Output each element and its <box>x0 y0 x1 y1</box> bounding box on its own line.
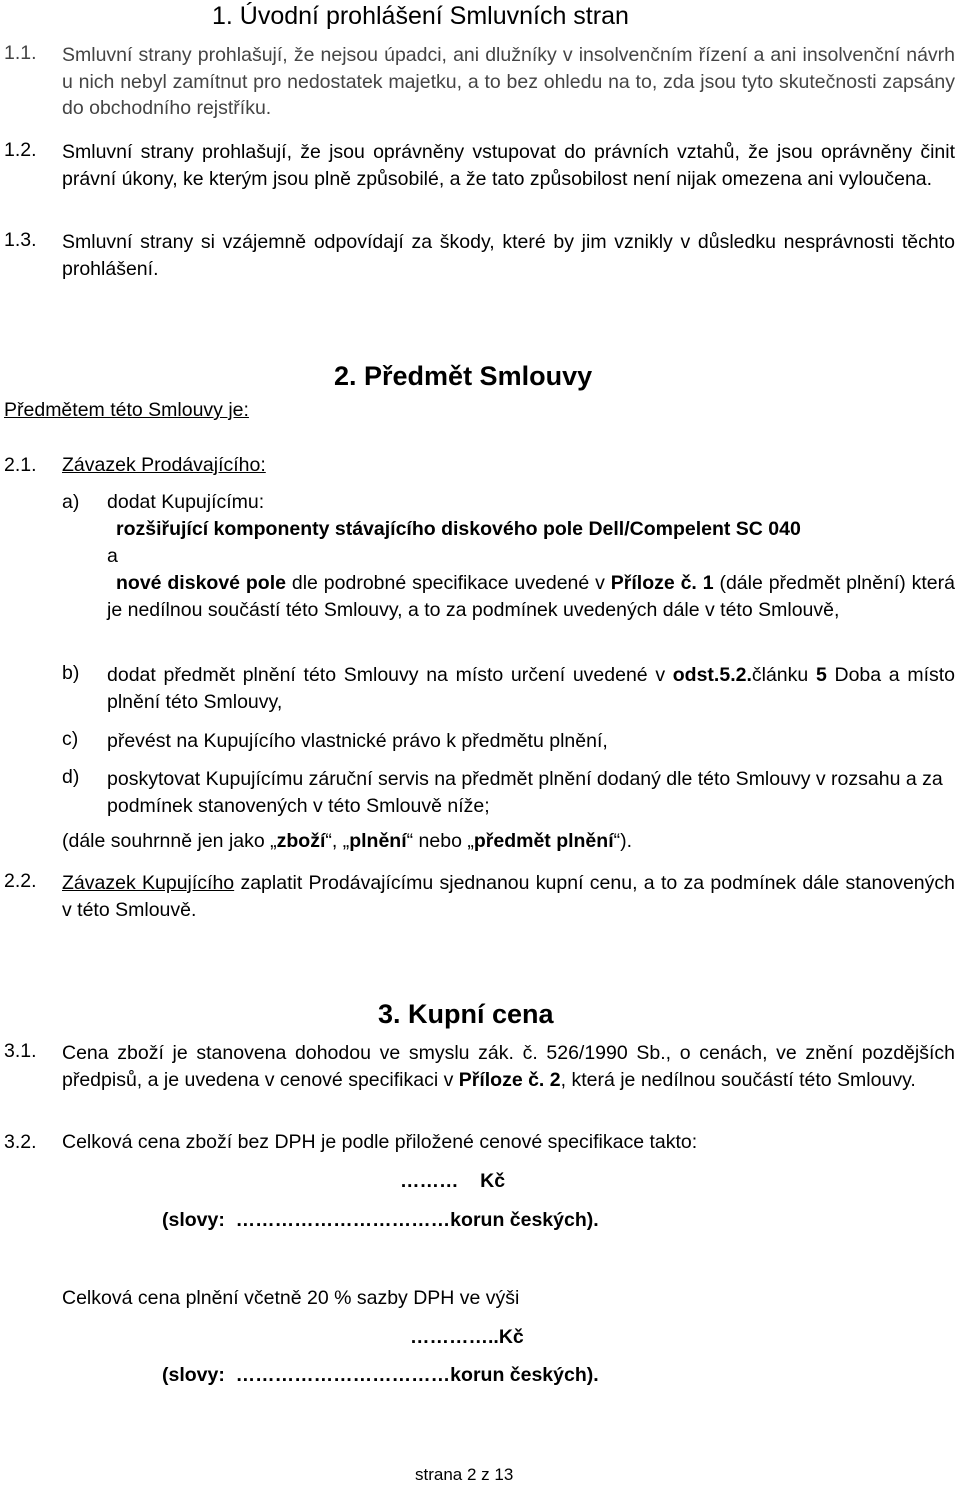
list-letter: a) <box>62 491 80 513</box>
clause-number: 3.2. <box>4 1131 37 1153</box>
section-1-title: 1. Úvodní prohlášení Smluvních stran <box>212 2 629 30</box>
text-span: dle podrobné specifikace uvedené v <box>286 572 611 594</box>
list-letter: c) <box>62 728 79 750</box>
list-item-text: převést na Kupujícího vlastnické právo k předmětu plnění, <box>107 730 608 752</box>
text-span: zaplatit Prodávajícímu sjednanou kupní cenu, a to za podmínek dále stanovených v této Smlouvě. <box>62 872 955 921</box>
vat-price-text: Celková cena plnění včetně 20 % sazby DPH ve výši <box>62 1287 520 1309</box>
attachment-ref: Příloze č. 1 <box>610 572 714 594</box>
clause-number: 1.3. <box>4 229 37 251</box>
text-span: “, „ <box>325 830 350 852</box>
section-2-title: 2. Předmět Smlouvy <box>334 361 593 391</box>
term: zboží <box>276 830 326 852</box>
page-number: strana 2 z 13 <box>415 1465 514 1484</box>
clause-text: Smluvní strany prohlašují, že jsou oprávněny vstupovat do právních vztahů, že jsou oprávněny činit právní úkony, ke kterým jsou plně způsobilé, a že tato způsobilost není nijak omezena ani vyloučena. <box>62 141 955 190</box>
attachment-ref: Příloze č. 2 <box>458 1068 561 1091</box>
clause-text <box>62 1040 955 1093</box>
clause-text: Smluvní strany si vzájemně odpovídají za škody, které by jim vznikly v důsledku nesprávnosti těchto prohlášení. <box>62 231 955 280</box>
text-span: Doba a místo plnění této Smlouvy, <box>107 664 955 713</box>
article-ref: 5 <box>815 664 827 686</box>
text-span: „ <box>270 830 277 852</box>
list-item-text: dodat Kupujícímu: <box>107 491 265 513</box>
clause-number: 2.1. <box>4 454 37 476</box>
text-span: Cena zboží je stanovena dohodou ve smyslu zák. č. 526/1990 Sb., o cenách, ve znění pozdějších předpisů, a je uvedena v cenové specifikaci v <box>62 1042 955 1091</box>
clause-text: Celková cena zboží bez DPH je podle přiložené cenové specifikace takto: <box>62 1131 698 1153</box>
new-array-description <box>107 570 955 623</box>
term: plnění <box>349 830 407 852</box>
text-span: (dále souhrnně jen jako <box>62 830 271 852</box>
text-span: “). <box>613 830 633 852</box>
subject-intro: Předmětem této Smlouvy je: <box>4 399 249 421</box>
clause-number: 1.2. <box>4 139 37 161</box>
text-span: dodat předmět plnění této Smlouvy na místo určení uvedené v <box>107 664 673 686</box>
seller-obligation-label: Závazek Prodávajícího: <box>62 454 266 476</box>
clause-text: Smluvní strany prohlašují, že nejsou úpadci, ani dlužníky v insolvenčním řízení a ani insolvenční návrh u nich nebyl zamítnut pro nedostatek majetku, a to bez ohledu na to, zda jsou tyto skutečnosti zapsány do obchodního rejstříku. <box>62 44 955 119</box>
text-span: (dále předmět plnění) která je nedílnou součástí této Smlouvy, a to za podmínek uvedených dále v této Smlouvě, <box>107 572 955 621</box>
term: předmět plnění <box>473 830 614 852</box>
list-item-text: poskytovat Kupujícímu záruční servis na předmět plnění dodaný dle této Smlouvy v rozsahu a za podmínek stanovených v této Smlouvě níže; <box>107 768 943 817</box>
price-without-vat: ……… Kč <box>400 1170 506 1192</box>
clause-text <box>62 870 955 923</box>
components-description: rozšiřující komponenty stávajícího diskového pole Dell/Compelent SC 040 <box>116 518 801 540</box>
clause-number: 1.1. <box>4 42 37 64</box>
text-span: článku <box>751 664 816 686</box>
price-with-vat: …………..Kč <box>410 1326 524 1348</box>
list-item-text <box>107 662 955 715</box>
paragraph-ref: odst.5.2. <box>672 664 752 686</box>
text-span: “ nebo „ <box>406 830 474 852</box>
clause-number: 2.2. <box>4 870 37 892</box>
vat-price-in-words: (slovy: ……………………………korun českých). <box>162 1364 599 1386</box>
list-letter: b) <box>62 662 80 684</box>
clause-number: 3.1. <box>4 1040 37 1062</box>
new-array-bold: nové diskové pole <box>116 572 286 594</box>
conjunction: a <box>107 545 118 567</box>
section-3-title: 3. Kupní cena <box>378 999 554 1029</box>
summary-definition <box>62 830 632 853</box>
list-letter: d) <box>62 766 80 788</box>
buyer-obligation-label: Závazek Kupujícího <box>62 872 235 894</box>
price-in-words: (slovy: ……………………………korun českých). <box>162 1209 599 1231</box>
text-span: , která je nedílnou součástí této Smlouvy. <box>560 1068 916 1091</box>
